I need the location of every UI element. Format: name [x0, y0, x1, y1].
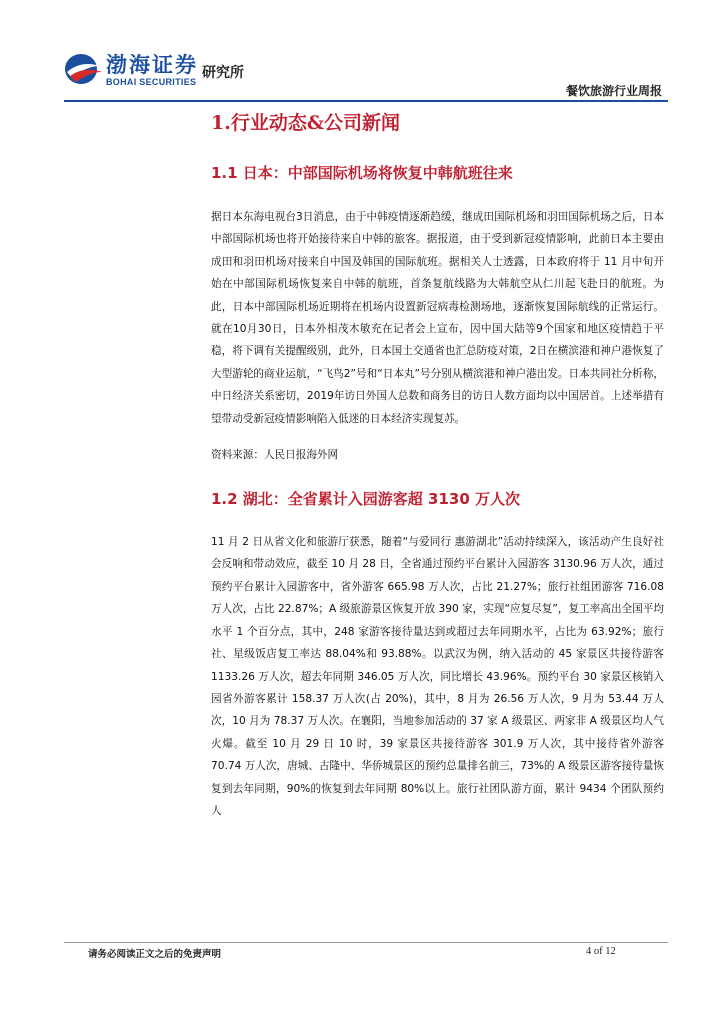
article-body-1: 据日本东海电视台3日消息，由于中韩疫情逐渐趋缓，继成田国际机场和羽田国际机场之后，日本中部国际机场也将开始接待来自中韩的旅客。据报道，由于受到新冠疫情影响，此前日本主要由成田和羽田机场对接来自中国及韩国的国际航班。据相关人士透露，日本政府将于 11 月中旬开始在中部国际机场恢复来自中韩的航班，首条复航线路为大韩航空从仁川起飞赴日的航班。为此，日本中部国际机场近期将在机场内设置新冠病毒检测场地，逐渐恢复国际航线的正常运行。就在10月30日，日本外相茂木敏充在记者会上宣布，因中国大陆等9个国家和地区疫情趋于平稳，将下调有关提醒级别，此外，日本国土交通省也汇总防疫对策，2日在横滨港和神户港恢复了大型游轮的商业运航，“飞鸟2”号和“日本丸”号分别从横滨港和神户港出发。日本共同社分析称，中日经济关系密切，2019年访日外国人总数和商务目的访日人数方面均以中国居首。上述举措有望带动受新冠疫情影响陷入低迷的日本经济实现复苏。	[211, 211, 664, 425]
report-title: 餐饮旅游行业周报	[565, 84, 662, 98]
brand-name-cn: 渤海证券	[106, 52, 198, 77]
bohai-logo-icon	[64, 52, 104, 86]
brand-block	[106, 54, 198, 88]
article-heading-2: 1.2 湖北：全省累计入园游客超 3130 万人次	[211, 490, 520, 509]
header-divider	[64, 100, 668, 102]
article-body-2: 11 月 2 日从省文化和旅游厅获悉，随着“与爱同行 惠游湖北”活动持续深入，该活动产生良好社会反响和带动效应，截至 10 月 28 日，全省通过预约平台累计入园游客 3130.96 万人次，通过预约平台累计入园游客中，省外游客 665.98 万人次，占比 21.27%；旅行社组团游客 716.08 万人次，占比 22.87%；A 级旅游景区恢复开放 390 家，实现“应复尽复”，复工率高出全国平均水平 1 个百分点，其中，248 家游客接待量达到或超过去年同期水平，占比为 63.92%；旅行社、星级饭店复工率达 88.04%和 93.88%。以武汉为例，纳入活动的 45 家景区共接待游客 1133.26 万人次，超去年同期 346.05 万人次，同比增长 43.96%。预约平台 30 家景区核销入园省外游客累计 158.37 万人次(占 20%)，其中，8 月为 26.56 万人次，9 月为 53.44 万人次，10 月为 78.37 万人次。在襄阳，当地参加活动的 37 家 A 级景区、两家非 A 级景区均人气火爆。截至 10 月 29 日 10 时，39 家景区共接待游客 301.9 万人次，其中接待省外游客 70.74 万人次，唐城、古隆中、华侨城景区的预约总量排名前三，73%的 A 级景区游客接待量恢复到去年同期，90%的恢复到去年同期 80%以上。旅行社团队游方面，累计 9434 个团队预约人	[211, 536, 664, 817]
section-title: 1.行业动态&公司新闻	[211, 112, 400, 134]
disclaimer-note: 请务必阅读正文之后的免责声明	[88, 949, 222, 960]
article-heading-1: 1.1 日本：中部国际机场将恢复中韩航班往来	[211, 164, 513, 182]
brand-name-en: BOHAI SECURITIES	[106, 77, 197, 87]
page-number: 4 of 12	[586, 946, 616, 957]
department-label: 研究所	[202, 65, 244, 81]
article-source-1: 资料来源：人民日报海外网	[211, 449, 339, 462]
main-content	[211, 108, 664, 822]
footer-divider	[64, 942, 668, 943]
